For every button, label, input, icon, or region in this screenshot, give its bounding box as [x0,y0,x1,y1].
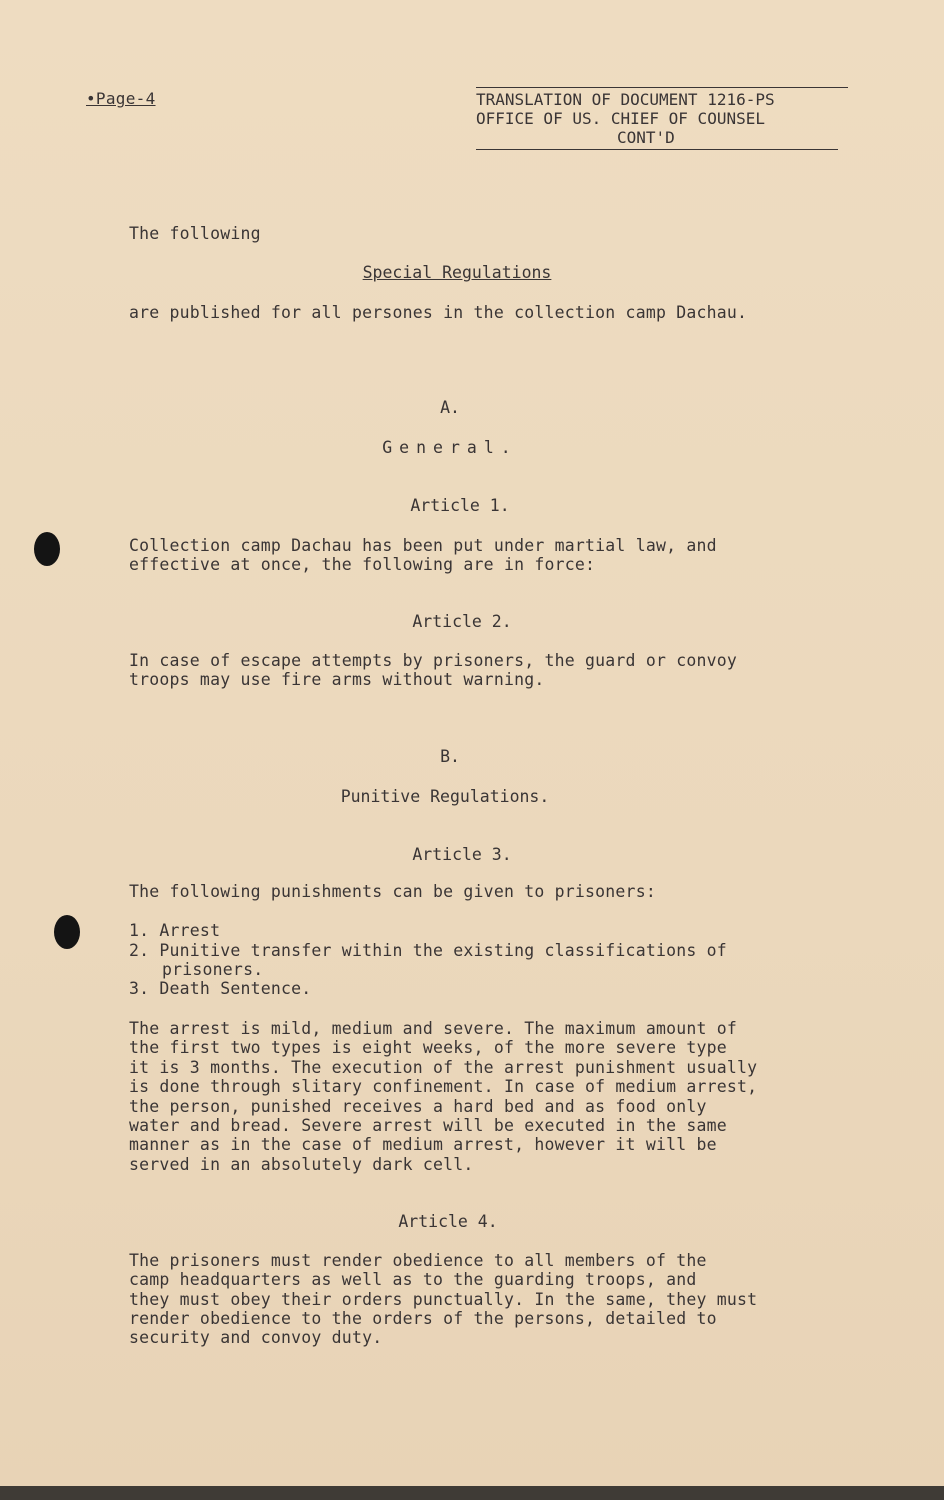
arrest-line-2: the first two types is eight weeks, of the more severe type [129,1038,727,1057]
punishment-list-item-2-cont: prisoners. [162,960,264,979]
article-4-line-1: The prisoners must render obedience to all members of the [129,1251,707,1270]
section-a-letter: A. [440,398,460,417]
arrest-line-4: is done through slitary confinement. In case of medium arrest, [129,1077,758,1096]
arrest-line-3: it is 3 months. The execution of the arrest punishment usually [129,1058,758,1077]
header-rule-top [476,87,848,88]
page-number: •Page-4 [86,89,156,108]
punch-hole-lower [54,915,80,949]
section-b-letter: B. [440,747,460,766]
scan-bottom-edge [0,1486,944,1500]
punch-hole-upper [34,532,60,566]
punishment-list-item-1: 1. Arrest [129,921,221,940]
header-line-3: CONT'D [617,128,675,147]
article-4-line-2: camp headquarters as well as to the guarding troops, and [129,1270,697,1289]
regulations-title: Special Regulations [362,263,552,282]
intro-line-2: are published for all persones in the collection camp Dachau. [129,303,748,322]
article-1-heading: Article 1. [410,496,510,515]
header-line-2: OFFICE OF US. CHIEF OF COUNSEL [476,109,765,128]
article-1-line-1: Collection camp Dachau has been put under martial law, and [129,536,717,555]
document-header [476,90,838,147]
article-2-line-1: In case of escape attempts by prisoners, the guard or convoy [129,651,738,670]
arrest-line-8: served in an absolutely dark cell. [129,1155,474,1174]
intro-line: The following [129,224,261,243]
header-rule-bottom [476,149,838,150]
arrest-line-5: the person, punished receives a hard bed and as food only [129,1097,707,1116]
header-line-1: TRANSLATION OF DOCUMENT 1216-PS [476,90,775,109]
article-4-heading: Article 4. [398,1212,498,1231]
article-1-line-2: effective at once, the following are in force: [129,555,596,574]
section-b-title: Punitive Regulations. [340,787,550,806]
article-3-heading: Article 3. [412,845,512,864]
punishment-list-item-2: 2. Punitive transfer within the existing classifications of [129,941,727,960]
punishment-list-item-3: 3. Death Sentence. [129,979,312,998]
article-4-line-3: they must obey their orders punctually. In the same, they must [129,1290,758,1309]
arrest-line-1: The arrest is mild, medium and severe. The maximum amount of [129,1019,738,1038]
article-4-line-5: security and convoy duty. [129,1328,383,1347]
arrest-line-7: manner as in the case of medium arrest, however it will be [129,1135,717,1154]
article-4-line-4: render obedience to the orders of the persons, detailed to [129,1309,717,1328]
article-3-intro: The following punishments can be given to prisoners: [129,882,656,901]
section-a-title: General. [382,438,518,457]
arrest-line-6: water and bread. Severe arrest will be executed in the same [129,1116,727,1135]
article-2-line-2: troops may use fire arms without warning. [129,670,545,689]
article-2-heading: Article 2. [412,612,512,631]
